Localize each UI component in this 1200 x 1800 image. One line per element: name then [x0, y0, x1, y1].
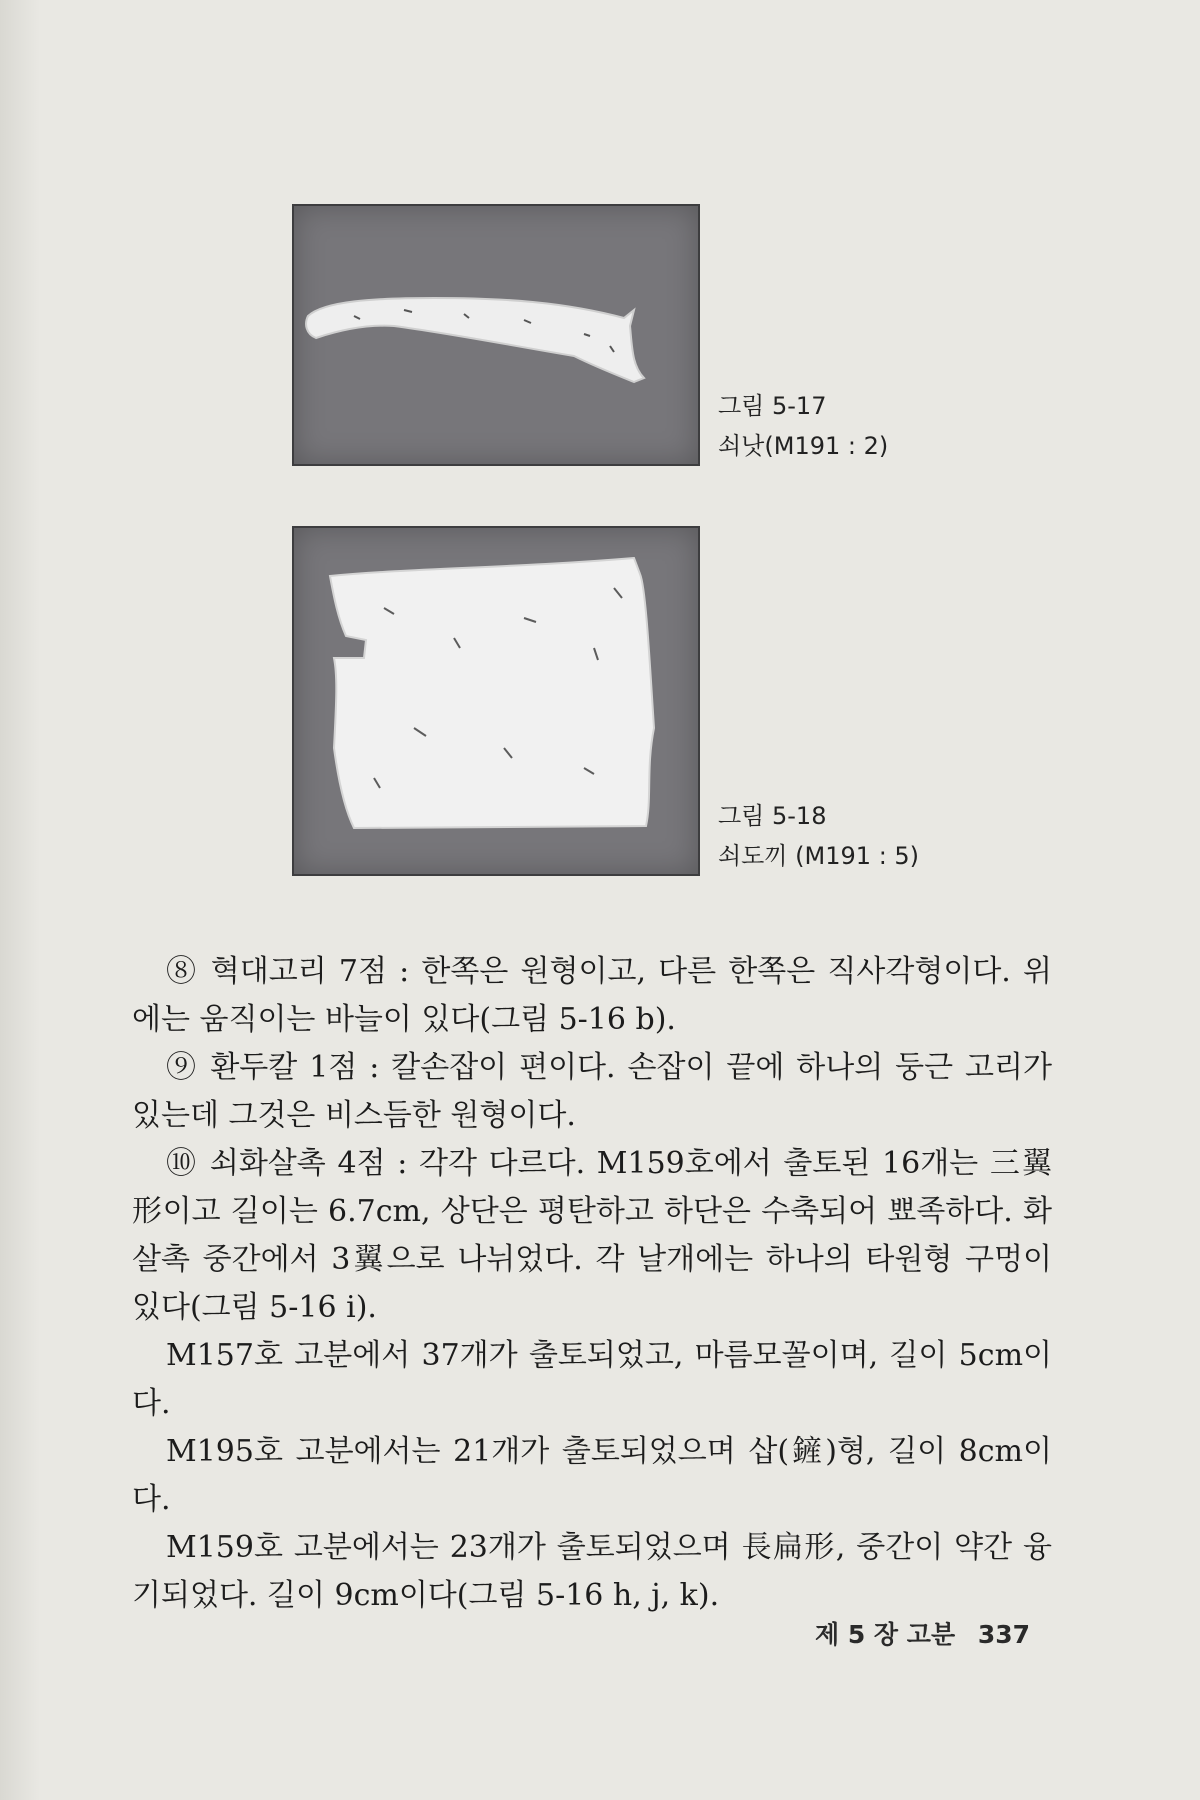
figure-photo-sickle [292, 204, 700, 466]
iron-sickle-icon [294, 206, 698, 464]
paragraph-belt-buckle: ⑧ 혁대고리 7점 : 한쪽은 원형이고, 다른 한쪽은 직사각형이다. 위에는 움직이는 바늘이 있다(그림 5-16 b). [132, 954, 1052, 1037]
page-footer [801, 1615, 1030, 1651]
figure-caption-title: 그림 5-18 [718, 802, 827, 830]
figure-caption-name: 쇠낫(M191 : 2) [718, 432, 889, 460]
paragraph-m157: M157호 고분에서 37개가 출토되었고, 마름모꼴이며, 길이 5cm이다. [132, 1338, 1052, 1421]
figure-caption-5-18 [718, 796, 919, 876]
figure-photo-axe [292, 526, 700, 876]
figure-caption-title: 그림 5-17 [718, 392, 827, 420]
chapter-title: 제 5 장 고분 [814, 1620, 956, 1649]
body-text [132, 948, 1052, 1620]
figure-caption-5-17 [718, 386, 888, 466]
page-edge-shadow [0, 0, 40, 1800]
paragraph-ring-pommel-sword: ⑨ 환두칼 1점 : 칼손잡이 편이다. 손잡이 끝에 하나의 둥근 고리가 있는데 그것은 비스듬한 원형이다. [132, 1050, 1052, 1133]
paragraph-m195: M195호 고분에서는 21개가 출토되었으며 삽(鏟)형, 길이 8cm이다. [132, 1434, 1052, 1517]
page-number: 337 [977, 1620, 1030, 1649]
paragraph-iron-arrowhead: ⑩ 쇠화살촉 4점 : 각각 다르다. M159호에서 출토된 16개는 三翼形이고 길이는 6.7cm, 상단은 평탄하고 하단은 수축되어 뾰족하다. 화살촉 중간에서 3翼으로 나뉘었다. 각 날개에는 하나의 타원형 구멍이 있다(그림 5-16 i). [132, 1146, 1052, 1325]
figure-caption-name: 쇠도끼 (M191 : 5) [718, 842, 920, 870]
iron-axe-icon [294, 528, 698, 874]
paragraph-m159: M159호 고분에서는 23개가 출토되었으며 長扁形, 중간이 약간 융기되었다. 길이 9cm이다(그림 5-16 h, j, k). [132, 1530, 1052, 1613]
